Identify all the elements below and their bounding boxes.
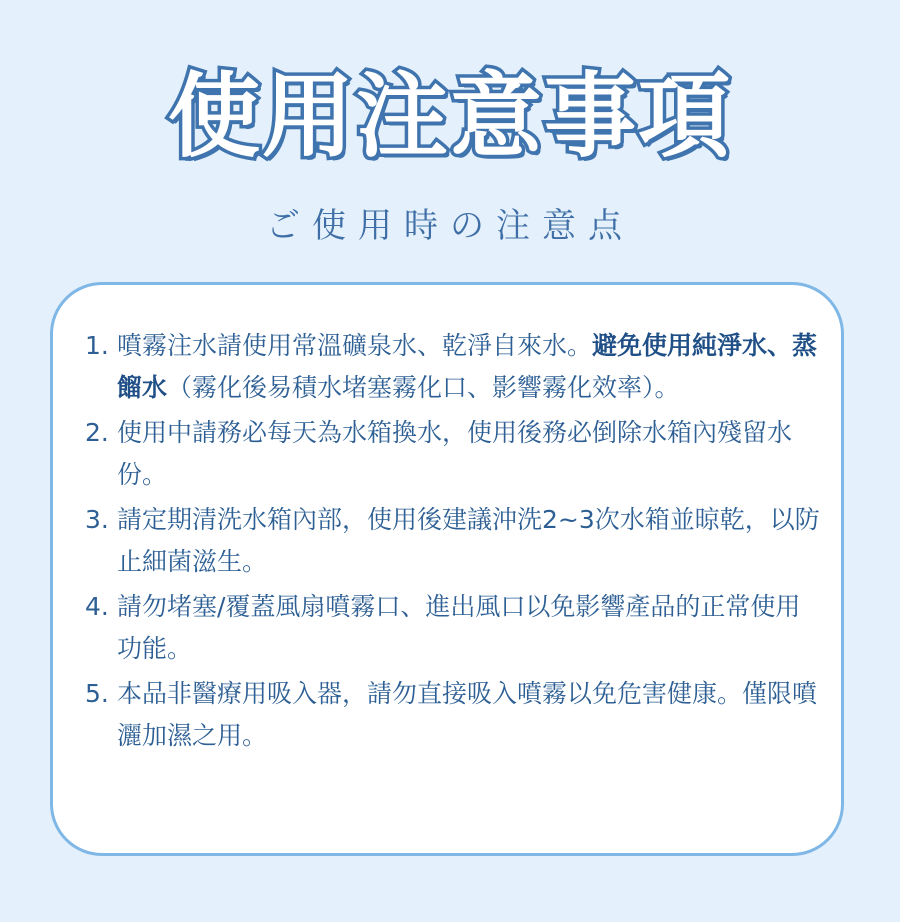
item-number: 1. [85, 331, 109, 360]
item-text: 使用中請務必每天為水箱換水，使用後務必倒除水箱內殘留水份。 [117, 418, 793, 489]
item-number: 4. [85, 592, 109, 621]
item-text: 請定期清洗水箱內部，使用後建議沖洗2~3次水箱並晾乾，以防止細菌滋生。 [117, 505, 820, 576]
item-number: 5. [85, 679, 109, 708]
precaution-list [85, 325, 825, 760]
precaution-item-2 [85, 412, 825, 496]
precaution-item-3 [85, 499, 825, 583]
precaution-item-4 [85, 586, 825, 670]
item-text: （霧化後易積水堵塞霧化口、影響霧化效率）。 [167, 373, 680, 402]
page-title: 使用注意事項 [167, 63, 732, 170]
item-text-emphasis: 避免使用純淨水、蒸餾水 [117, 331, 818, 402]
item-text: 本品非醫療用吸入器，請勿直接吸入噴霧以免危害健康。僅限噴灑加濕之用。 [117, 679, 818, 750]
precaution-item-1 [85, 325, 825, 409]
item-number: 3. [85, 505, 109, 534]
page-subtitle: ご使用時の注意点 [266, 206, 634, 246]
item-text: 噴霧注水請使用常溫礦泉水、乾淨自來水。 [117, 331, 593, 360]
precaution-item-5 [85, 673, 825, 757]
item-number: 2. [85, 418, 109, 447]
item-text: 請勿堵塞/覆蓋風扇噴霧口、進出風口以免影響產品的正常使用功能。 [117, 592, 801, 663]
notice-card [50, 282, 844, 856]
